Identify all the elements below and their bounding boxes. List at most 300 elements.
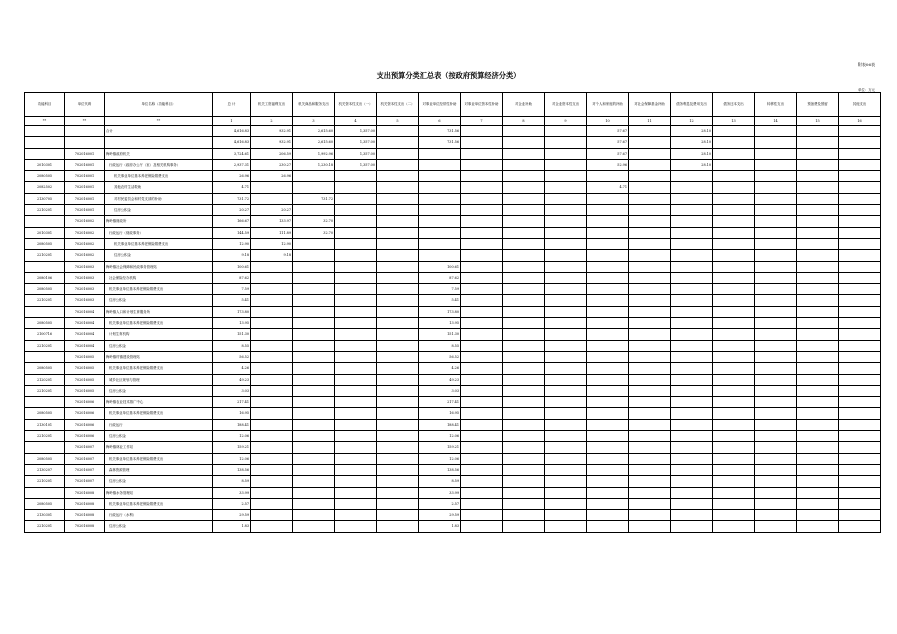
table-row [25, 442, 881, 453]
column-index: 16 [839, 117, 881, 126]
table-cell [839, 431, 881, 442]
table-cell [335, 340, 377, 351]
table-cell [629, 171, 671, 182]
table-cell [797, 318, 839, 329]
table-cell [797, 498, 839, 509]
table-cell: 梅岭镇林业工作站 [105, 442, 213, 453]
table-cell [587, 397, 629, 408]
table-cell [461, 487, 503, 498]
table-cell [377, 159, 419, 170]
table-cell: 行政运行（水利） [105, 510, 213, 521]
column-index: 6 [419, 117, 461, 126]
table-cell [713, 205, 755, 216]
table-cell [671, 498, 713, 509]
table-cell [671, 521, 713, 532]
table-cell [839, 521, 881, 532]
table-cell: 702016005 [65, 374, 105, 385]
table-cell [671, 487, 713, 498]
table-cell [503, 318, 545, 329]
table-cell: 702016001 [65, 159, 105, 170]
table-cell [377, 250, 419, 261]
table-cell [461, 521, 503, 532]
table-cell [839, 397, 881, 408]
table-cell [251, 363, 293, 374]
table-cell [377, 295, 419, 306]
table-cell [503, 408, 545, 419]
table-cell [419, 250, 461, 261]
table-cell: 1.83 [213, 521, 251, 532]
table-cell [755, 340, 797, 351]
table-row [25, 498, 881, 509]
budget-table [24, 92, 881, 533]
table-cell: 151.30 [213, 329, 251, 340]
column-header: 债务还本支出 [713, 93, 755, 117]
table-cell: 12.06 [213, 453, 251, 464]
table-cell [503, 374, 545, 385]
table-cell [335, 442, 377, 453]
table-cell [587, 431, 629, 442]
table-cell [545, 306, 587, 317]
table-cell [461, 295, 503, 306]
table-cell [377, 182, 419, 193]
table-cell [587, 250, 629, 261]
table-cell [335, 397, 377, 408]
table-cell [713, 318, 755, 329]
table-cell [839, 193, 881, 204]
table-cell [587, 476, 629, 487]
table-cell [335, 374, 377, 385]
table-row [25, 272, 881, 283]
table-cell: 702016008 [65, 510, 105, 521]
table-cell [755, 521, 797, 532]
table-cell [503, 340, 545, 351]
table-cell [545, 216, 587, 227]
table-cell: 932.91 [251, 126, 293, 137]
table-cell: 1,357.00 [335, 137, 377, 148]
table-cell: 2.57 [213, 498, 251, 509]
table-cell: 173.80 [213, 306, 251, 317]
table-cell [293, 408, 335, 419]
table-cell: 梅岭镇农业技术推广中心 [105, 397, 213, 408]
table-cell: 住房公积金 [105, 205, 213, 216]
table-cell [587, 329, 629, 340]
table-cell [671, 374, 713, 385]
table-cell: 702016004 [65, 318, 105, 329]
table-cell [293, 476, 335, 487]
table-cell [755, 385, 797, 396]
table-cell [713, 487, 755, 498]
table-cell [839, 272, 881, 283]
table-cell [251, 464, 293, 475]
column-header: 机关资本性支出（一） [335, 93, 377, 117]
table-cell [293, 205, 335, 216]
table-cell [629, 329, 671, 340]
table-cell [377, 137, 419, 148]
table-cell [839, 238, 881, 249]
table-cell [293, 510, 335, 521]
table-cell [797, 464, 839, 475]
table-cell: 33.99 [213, 487, 251, 498]
table-cell [293, 238, 335, 249]
table-cell [629, 295, 671, 306]
table-cell: 2,615.60 [293, 126, 335, 137]
table-cell [587, 306, 629, 317]
table-cell [461, 351, 503, 362]
table-cell [713, 159, 755, 170]
table-cell [335, 487, 377, 498]
table-cell [377, 205, 419, 216]
table-cell: 206.59 [251, 148, 293, 159]
table-cell [545, 431, 587, 442]
table-cell [419, 216, 461, 227]
table-cell [545, 363, 587, 374]
table-cell [25, 216, 65, 227]
table-cell [461, 476, 503, 487]
table-cell [839, 510, 881, 521]
table-cell: 2010301 [25, 159, 65, 170]
table-cell [629, 487, 671, 498]
table-cell: 702016002 [65, 238, 105, 249]
table-cell [545, 510, 587, 521]
table-cell: 12.06 [213, 431, 251, 442]
table-cell [671, 193, 713, 204]
table-cell [251, 306, 293, 317]
table-cell [671, 216, 713, 227]
table-cell [797, 159, 839, 170]
table-cell [587, 464, 629, 475]
table-cell [461, 250, 503, 261]
index-row [25, 117, 881, 126]
table-cell: 28.10 [671, 148, 713, 159]
table-cell [671, 442, 713, 453]
table-cell [755, 464, 797, 475]
table-cell: 住房公积金 [105, 340, 213, 351]
table-cell [755, 318, 797, 329]
table-cell: 702016002 [65, 250, 105, 261]
table-cell [293, 442, 335, 453]
table-cell [755, 159, 797, 170]
table-cell [335, 431, 377, 442]
table-cell [587, 442, 629, 453]
table-cell: 133.97 [251, 216, 293, 227]
table-cell: 138.56 [419, 464, 461, 475]
table-cell: 702016004 [65, 329, 105, 340]
table-cell [545, 159, 587, 170]
table-cell: 行政运行 [105, 419, 213, 430]
table-cell [629, 453, 671, 464]
table-cell [629, 397, 671, 408]
table-row [25, 306, 881, 317]
table-cell: 2210201 [25, 385, 65, 396]
table-cell [545, 148, 587, 159]
table-row [25, 193, 881, 204]
table-cell [839, 126, 881, 137]
table-cell [797, 227, 839, 238]
table-cell: 9.18 [213, 250, 251, 261]
table-cell [797, 261, 839, 272]
table-cell: 2010301 [25, 227, 65, 238]
table-cell: 100.61 [213, 261, 251, 272]
table-cell [377, 498, 419, 509]
table-cell: 合计 [105, 126, 213, 137]
table-cell: 702016003 [65, 261, 105, 272]
table-cell [251, 374, 293, 385]
table-cell: 20.27 [213, 205, 251, 216]
table-cell [503, 397, 545, 408]
table-cell [335, 250, 377, 261]
table-cell [671, 351, 713, 362]
table-cell [335, 498, 377, 509]
table-cell [335, 238, 377, 249]
column-header: 总 计 [213, 93, 251, 117]
table-cell [629, 340, 671, 351]
table-cell [713, 238, 755, 249]
table-cell [377, 272, 419, 283]
table-cell: 2210201 [25, 205, 65, 216]
table-cell [629, 238, 671, 249]
table-row [25, 216, 881, 227]
table-cell: 其他农村生活救助 [105, 182, 213, 193]
table-cell [755, 227, 797, 238]
table-cell [25, 306, 65, 317]
table-cell [419, 193, 461, 204]
table-cell [461, 182, 503, 193]
table-cell: 梅岭镇政府机关 [105, 148, 213, 159]
table-cell: 梅岭镇人口和计划生育服务所 [105, 306, 213, 317]
table-cell: 28.10 [671, 137, 713, 148]
table-row [25, 408, 881, 419]
table-cell [797, 408, 839, 419]
table-cell: 2080505 [25, 453, 65, 464]
table-cell [419, 148, 461, 159]
table-cell [503, 126, 545, 137]
table-cell [671, 272, 713, 283]
table-cell [839, 216, 881, 227]
table-cell [671, 182, 713, 193]
column-header: 机关商品和服务支出 [293, 93, 335, 117]
table-cell: 2080505 [25, 498, 65, 509]
table-row [25, 351, 881, 362]
table-cell [671, 363, 713, 374]
table-cell: 702016008 [65, 498, 105, 509]
table-cell [461, 227, 503, 238]
table-cell [839, 340, 881, 351]
table-cell [461, 363, 503, 374]
table-cell [335, 419, 377, 430]
table-cell: 机关事业单位基本养老保险缴费支出 [105, 238, 213, 249]
table-cell [797, 521, 839, 532]
table-cell [545, 250, 587, 261]
table-cell [839, 171, 881, 182]
table-cell [587, 363, 629, 374]
table-cell [377, 419, 419, 430]
table-cell [671, 385, 713, 396]
table-cell [839, 205, 881, 216]
table-cell: 32.70 [293, 216, 335, 227]
table-cell: 57.67 [587, 148, 629, 159]
table-cell [419, 182, 461, 193]
table-cell: 144.59 [213, 227, 251, 238]
table-cell [377, 227, 419, 238]
table-cell [251, 442, 293, 453]
table-cell [587, 351, 629, 362]
column-header: 对企业补助 [503, 93, 545, 117]
table-cell [293, 419, 335, 430]
table-cell: 87.62 [419, 272, 461, 283]
column-index: 1 [213, 117, 251, 126]
table-cell [293, 318, 335, 329]
table-cell: 12.90 [251, 238, 293, 249]
table-cell: 87.62 [213, 272, 251, 283]
table-cell: 行政运行（政府办公厅（室）及相关机构事务） [105, 159, 213, 170]
table-cell [335, 193, 377, 204]
table-cell [839, 419, 881, 430]
table-cell: 1,230.18 [293, 159, 335, 170]
table-row [25, 363, 881, 374]
table-cell: 机关事业单位基本养老保险缴费支出 [105, 408, 213, 419]
table-cell [293, 521, 335, 532]
table-cell [251, 385, 293, 396]
table-cell [377, 171, 419, 182]
table-cell [755, 431, 797, 442]
table-row [25, 205, 881, 216]
table-cell [839, 464, 881, 475]
table-cell [629, 419, 671, 430]
table-cell [713, 510, 755, 521]
table-cell [251, 284, 293, 295]
table-cell [629, 193, 671, 204]
table-cell [293, 340, 335, 351]
table-cell [503, 193, 545, 204]
table-cell: 702016005 [65, 351, 105, 362]
table-cell [335, 171, 377, 182]
table-cell [797, 295, 839, 306]
table-cell [503, 498, 545, 509]
table-cell [335, 284, 377, 295]
table-cell [797, 171, 839, 182]
table-cell [503, 464, 545, 475]
table-cell [629, 272, 671, 283]
table-cell: 2080505 [25, 318, 65, 329]
table-cell [293, 329, 335, 340]
column-header: 对事业单位经常性补助 [419, 93, 461, 117]
table-cell [587, 340, 629, 351]
table-cell [25, 261, 65, 272]
table-cell [503, 306, 545, 317]
table-cell [503, 171, 545, 182]
table-cell [545, 137, 587, 148]
table-cell [461, 408, 503, 419]
table-cell [629, 510, 671, 521]
table-cell [713, 329, 755, 340]
table-row [25, 431, 881, 442]
table-cell [797, 510, 839, 521]
table-cell: 7.59 [419, 284, 461, 295]
table-cell [839, 351, 881, 362]
table-cell: 2080106 [25, 272, 65, 283]
table-cell: 5.41 [419, 295, 461, 306]
table-cell [797, 385, 839, 396]
table-cell [587, 318, 629, 329]
table-cell [461, 238, 503, 249]
table-cell: 2210201 [25, 476, 65, 487]
table-cell [377, 284, 419, 295]
table-cell [377, 318, 419, 329]
table-cell: 16.95 [213, 408, 251, 419]
table-cell [671, 261, 713, 272]
table-cell [293, 374, 335, 385]
table-cell [713, 171, 755, 182]
table-cell [377, 476, 419, 487]
table-cell: 230.27 [251, 159, 293, 170]
table-cell [797, 306, 839, 317]
table-cell [251, 295, 293, 306]
table-cell [671, 171, 713, 182]
table-cell [797, 442, 839, 453]
table-cell: 梅岭镇社会保障和民政事务管理站 [105, 261, 213, 272]
table-cell [629, 126, 671, 137]
table-cell [671, 510, 713, 521]
table-cell [461, 284, 503, 295]
table-cell [293, 182, 335, 193]
table-cell [587, 227, 629, 238]
table-cell [629, 250, 671, 261]
table-cell [503, 148, 545, 159]
table-cell [293, 171, 335, 182]
table-cell: 住房公积金 [105, 250, 213, 261]
table-cell: 13.95 [419, 318, 461, 329]
table-cell [335, 306, 377, 317]
table-cell [671, 306, 713, 317]
table-cell [797, 363, 839, 374]
column-index: 8 [503, 117, 545, 126]
table-cell [839, 148, 881, 159]
table-cell [545, 126, 587, 137]
table-cell [503, 227, 545, 238]
table-cell [797, 193, 839, 204]
table-cell [839, 442, 881, 453]
table-cell: 2130705 [25, 193, 65, 204]
table-cell [293, 453, 335, 464]
table-cell [545, 453, 587, 464]
table-cell [293, 464, 335, 475]
table-cell [671, 295, 713, 306]
table-cell [545, 498, 587, 509]
table-cell [629, 363, 671, 374]
table-cell [251, 340, 293, 351]
table-cell [545, 193, 587, 204]
table-cell [629, 385, 671, 396]
table-cell [545, 340, 587, 351]
table-row [25, 521, 881, 532]
table-row [25, 126, 881, 137]
table-cell: 151.30 [419, 329, 461, 340]
table-cell [503, 295, 545, 306]
table-cell [251, 521, 293, 532]
table-cell [461, 498, 503, 509]
table-cell [713, 295, 755, 306]
column-index: 5 [377, 117, 419, 126]
table-cell: 2080505 [25, 408, 65, 419]
table-cell: 机关事业单位基本养老保险缴费支出 [105, 318, 213, 329]
table-cell [377, 261, 419, 272]
table-cell: 32.70 [293, 227, 335, 238]
table-row [25, 476, 881, 487]
table-cell [293, 261, 335, 272]
table-cell [461, 340, 503, 351]
table-cell: 57.67 [587, 137, 629, 148]
table-cell: 702016001 [65, 182, 105, 193]
